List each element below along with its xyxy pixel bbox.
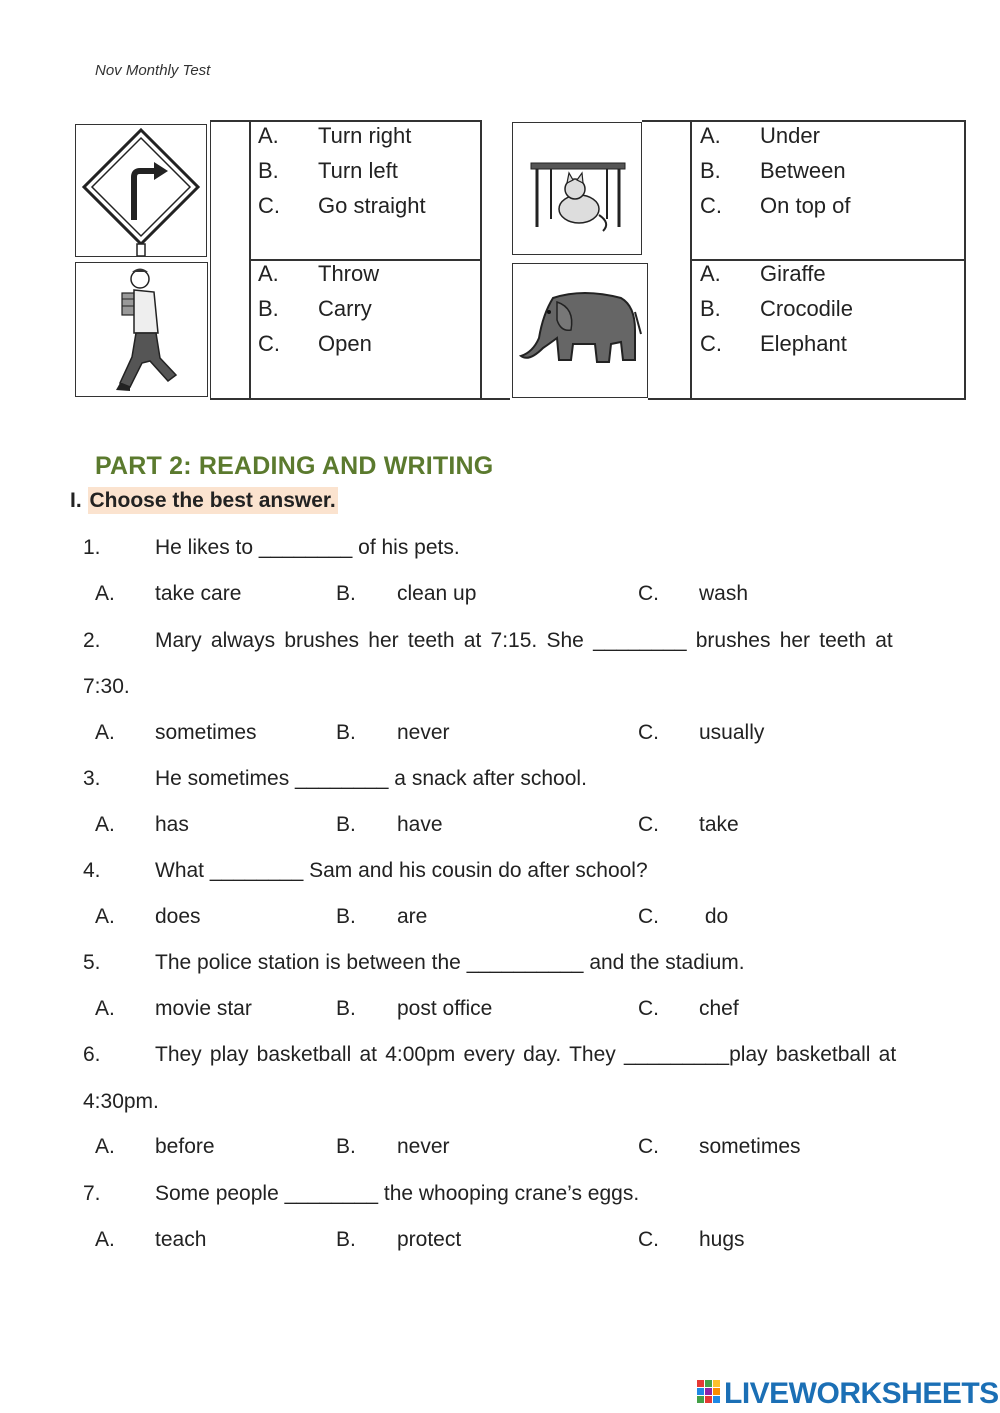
option-letter: B. bbox=[336, 905, 356, 928]
part2-title: PART 2: READING AND WRITING bbox=[95, 452, 494, 480]
question-number: 7. bbox=[83, 1182, 101, 1205]
option-letter: C. bbox=[700, 193, 722, 218]
answer-option-c[interactable]: take bbox=[699, 813, 739, 836]
option-letter: B. bbox=[336, 721, 356, 744]
option-letter: B. bbox=[258, 158, 279, 183]
cat-under-table-icon bbox=[513, 123, 641, 254]
option-letter: B. bbox=[258, 296, 279, 321]
option-letter: C. bbox=[638, 721, 659, 744]
option-letter: C. bbox=[638, 905, 659, 928]
option-letter: A. bbox=[258, 123, 279, 148]
q3-option-b[interactable] bbox=[258, 296, 372, 322]
picture-question-table bbox=[70, 120, 966, 400]
option-letter: A. bbox=[95, 1228, 115, 1251]
option-letter: B. bbox=[336, 1135, 356, 1158]
option-letter: C. bbox=[638, 1228, 659, 1251]
question-2-continuation: 7:30. bbox=[83, 675, 130, 698]
answer-row-5 bbox=[95, 997, 995, 1025]
question-number: 1. bbox=[83, 536, 101, 559]
question-text: He sometimes ________ a snack after school. bbox=[155, 767, 587, 790]
answer-option-b[interactable]: clean up bbox=[397, 582, 477, 605]
answer-row-3 bbox=[95, 813, 995, 841]
question-6-continuation: 4:30pm. bbox=[83, 1090, 159, 1113]
answer-option-c[interactable]: usually bbox=[699, 721, 765, 744]
option-letter: B. bbox=[336, 997, 356, 1020]
answer-row-6 bbox=[95, 1135, 995, 1163]
option-letter: A. bbox=[95, 1135, 115, 1158]
answer-option-c[interactable]: hugs bbox=[699, 1228, 745, 1251]
answer-option-a[interactable]: does bbox=[155, 905, 201, 928]
question-text: They play basketball at 4:00pm every day. They _________play basketball at bbox=[155, 1043, 897, 1066]
turn-right-sign-icon bbox=[76, 125, 206, 256]
q3-option-a[interactable] bbox=[258, 261, 379, 287]
option-letter: A. bbox=[95, 582, 115, 605]
q2-option-c[interactable] bbox=[700, 193, 851, 219]
answer-option-a[interactable]: take care bbox=[155, 582, 242, 605]
answer-option-a[interactable]: teach bbox=[155, 1228, 207, 1251]
question-number: 4. bbox=[83, 859, 101, 882]
section-heading bbox=[70, 489, 338, 513]
option-letter: A. bbox=[95, 997, 115, 1020]
option-letter: A. bbox=[700, 261, 721, 286]
option-text: Go straight bbox=[318, 193, 426, 218]
answer-option-b[interactable]: have bbox=[397, 813, 443, 836]
question-text: Mary always brushes her teeth at 7:15. She ________ brushes her teeth at bbox=[155, 629, 893, 652]
option-letter: A. bbox=[258, 261, 279, 286]
liveworksheets-logo-icon bbox=[697, 1376, 721, 1410]
footer-brand[interactable]: LIVEWORKSHEETS bbox=[724, 1377, 999, 1410]
answer-option-c[interactable]: sometimes bbox=[699, 1135, 801, 1158]
question-number: 5. bbox=[83, 951, 101, 974]
option-letter: A. bbox=[95, 813, 115, 836]
option-text: Elephant bbox=[760, 331, 847, 356]
q2-option-b[interactable] bbox=[700, 158, 846, 184]
option-letter: A. bbox=[95, 905, 115, 928]
section-number: I. bbox=[70, 489, 82, 512]
answer-option-c[interactable]: chef bbox=[699, 997, 739, 1020]
answer-option-b[interactable]: protect bbox=[397, 1228, 462, 1251]
question-text: The police station is between the __________ and the stadium. bbox=[155, 951, 745, 974]
answer-option-b[interactable]: never bbox=[397, 1135, 450, 1158]
answer-option-c[interactable]: wash bbox=[699, 582, 749, 605]
option-text: On top of bbox=[760, 193, 851, 218]
question-number: 3. bbox=[83, 767, 101, 790]
answer-row-4 bbox=[95, 905, 995, 933]
q4-option-a[interactable] bbox=[700, 261, 826, 287]
man-carrying-books-image bbox=[75, 262, 208, 397]
q1-option-b[interactable] bbox=[258, 158, 398, 184]
answer-option-a[interactable]: before bbox=[155, 1135, 215, 1158]
question-number: 6. bbox=[83, 1043, 101, 1066]
option-letter: B. bbox=[700, 158, 721, 183]
question-number: 2. bbox=[83, 629, 101, 652]
q3-option-c[interactable] bbox=[258, 331, 372, 357]
option-letter: C. bbox=[700, 331, 722, 356]
option-letter: B. bbox=[336, 813, 356, 836]
option-text: Under bbox=[760, 123, 820, 148]
answer-option-c[interactable]: do bbox=[699, 905, 729, 928]
option-text: Crocodile bbox=[760, 296, 853, 321]
option-text: Open bbox=[318, 331, 372, 356]
elephant-image bbox=[512, 263, 648, 398]
question-text: What ________ Sam and his cousin do after school? bbox=[155, 859, 648, 882]
answer-row-2 bbox=[95, 721, 995, 749]
q1-option-a[interactable] bbox=[258, 123, 411, 149]
option-text: Between bbox=[760, 158, 846, 183]
question-text: Some people ________ the whooping crane’s eggs. bbox=[155, 1182, 640, 1205]
option-letter: C. bbox=[258, 331, 280, 356]
q4-option-b[interactable] bbox=[700, 296, 853, 322]
option-text: Turn right bbox=[318, 123, 412, 148]
turn-right-sign-image bbox=[75, 124, 207, 257]
answer-row-7 bbox=[95, 1228, 995, 1256]
answer-option-b[interactable]: never bbox=[397, 721, 450, 744]
option-letter: A. bbox=[700, 123, 721, 148]
header-title: Nov Monthly Test bbox=[95, 62, 211, 79]
option-letter: C. bbox=[638, 1135, 659, 1158]
option-letter: C. bbox=[258, 193, 280, 218]
answer-option-b[interactable]: are bbox=[397, 905, 428, 928]
option-letter: B. bbox=[336, 1228, 356, 1251]
q2-option-a[interactable] bbox=[700, 123, 820, 149]
answer-option-a[interactable]: movie star bbox=[155, 997, 252, 1020]
cat-under-table-image bbox=[512, 122, 642, 255]
answer-row-1 bbox=[95, 582, 995, 610]
option-text: Throw bbox=[318, 261, 380, 286]
section-title: Choose the best answer. bbox=[89, 489, 336, 512]
q4-option-c[interactable] bbox=[700, 331, 847, 357]
option-letter: C. bbox=[638, 813, 659, 836]
man-carrying-books-icon bbox=[76, 263, 207, 396]
option-text: Turn left bbox=[318, 158, 398, 183]
elephant-icon bbox=[513, 264, 647, 397]
option-letter: C. bbox=[638, 997, 659, 1020]
answer-option-a[interactable]: sometimes bbox=[155, 721, 257, 744]
option-text: Carry bbox=[318, 296, 372, 321]
question-text: He likes to ________ of his pets. bbox=[155, 536, 460, 559]
q1-option-c[interactable] bbox=[258, 193, 426, 219]
option-letter: B. bbox=[700, 296, 721, 321]
option-letter: B. bbox=[336, 582, 356, 605]
option-letter: A. bbox=[95, 721, 115, 744]
option-letter: C. bbox=[638, 582, 659, 605]
option-text: Giraffe bbox=[760, 261, 826, 286]
answer-option-b[interactable]: post office bbox=[397, 997, 493, 1020]
answer-option-a[interactable]: has bbox=[155, 813, 189, 836]
